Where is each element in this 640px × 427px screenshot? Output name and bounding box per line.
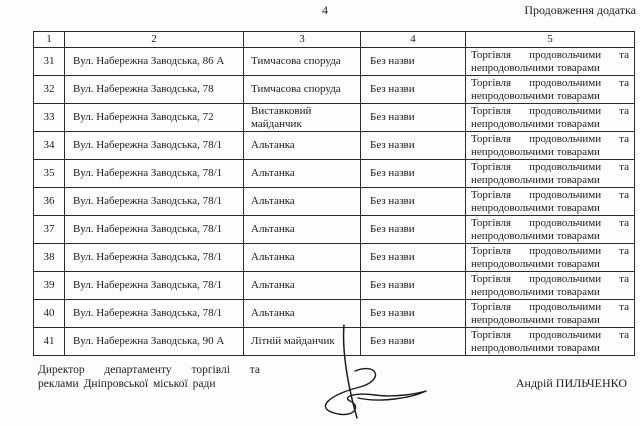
cell-address: Вул. Набережна Заводська, 78/1 bbox=[65, 188, 244, 216]
cell-purpose: Торгівля продовольчими та непродовольчими товарами bbox=[466, 328, 635, 356]
cell-purpose: Торгівля продовольчими та непродовольчими товарами bbox=[466, 104, 635, 132]
cell-row-number: 34 bbox=[34, 132, 65, 160]
cell-row-number: 33 bbox=[34, 104, 65, 132]
cell-object-type: Альтанка bbox=[244, 272, 361, 300]
cell-purpose: Торгівля продовольчими та непродовольчими товарами bbox=[466, 48, 635, 76]
cell-object-type: Альтанка bbox=[244, 300, 361, 328]
cell-object-type: Альтанка bbox=[244, 216, 361, 244]
cell-address: Вул. Набережна Заводська, 78 bbox=[65, 76, 244, 104]
table-row bbox=[34, 188, 635, 216]
cell-object-type: Тимчасова споруда bbox=[244, 76, 361, 104]
column-header-4: 4 bbox=[361, 32, 466, 48]
cell-object-type: Альтанка bbox=[244, 132, 361, 160]
cell-row-number: 41 bbox=[34, 328, 65, 356]
table-row bbox=[34, 300, 635, 328]
cell-purpose: Торгівля продовольчими та непродовольчими товарами bbox=[466, 244, 635, 272]
appendix-continuation-label: Продовження додатка bbox=[524, 3, 636, 17]
table-row bbox=[34, 104, 635, 132]
table-row bbox=[34, 132, 635, 160]
cell-object-type: Альтанка bbox=[244, 244, 361, 272]
cell-purpose: Торгівля продовольчими та непродовольчими товарами bbox=[466, 216, 635, 244]
cell-purpose: Торгівля продовольчими та непродовольчими товарами bbox=[466, 76, 635, 104]
cell-object-name: Без назви bbox=[361, 188, 466, 216]
cell-object-name: Без назви bbox=[361, 104, 466, 132]
cell-object-name: Без назви bbox=[361, 160, 466, 188]
cell-address: Вул. Набережна Заводська, 78/1 bbox=[65, 244, 244, 272]
cell-address: Вул. Набережна Заводська, 78/1 bbox=[65, 272, 244, 300]
cell-object-name: Без назви bbox=[361, 132, 466, 160]
cell-address: Вул. Набережна Заводська, 78/1 bbox=[65, 132, 244, 160]
cell-address: Вул. Набережна Заводська, 86 А bbox=[65, 48, 244, 76]
table-row bbox=[34, 160, 635, 188]
column-header-5: 5 bbox=[466, 32, 635, 48]
cell-row-number: 36 bbox=[34, 188, 65, 216]
cell-row-number: 40 bbox=[34, 300, 65, 328]
page-number: 4 bbox=[322, 3, 328, 17]
cell-object-type: Альтанка bbox=[244, 188, 361, 216]
signatory-name: Андрій ПИЛЬЧЕНКО bbox=[515, 376, 627, 390]
cell-address: Вул. Набережна Заводська, 72 bbox=[65, 104, 244, 132]
cell-purpose: Торгівля продовольчими та непродовольчими товарами bbox=[466, 160, 635, 188]
cell-object-name: Без назви bbox=[361, 272, 466, 300]
kiosks-table bbox=[33, 31, 635, 356]
cell-purpose: Торгівля продовольчими та непродовольчими товарами bbox=[466, 300, 635, 328]
cell-row-number: 37 bbox=[34, 216, 65, 244]
cell-address: Вул. Набережна Заводська, 90 А bbox=[65, 328, 244, 356]
cell-object-name: Без назви bbox=[361, 300, 466, 328]
signatory-title: Директор департаменту торгівлі та реклами Дніпровської міської ради bbox=[38, 364, 260, 390]
cell-object-name: Без назви bbox=[361, 244, 466, 272]
table-row bbox=[34, 272, 635, 300]
cell-row-number: 32 bbox=[34, 76, 65, 104]
table-row bbox=[34, 328, 635, 356]
cell-object-type: Альтанка bbox=[244, 160, 361, 188]
cell-row-number: 35 bbox=[34, 160, 65, 188]
cell-address: Вул. Набережна Заводська, 78/1 bbox=[65, 216, 244, 244]
cell-object-type: Літній майданчик bbox=[244, 328, 361, 356]
cell-row-number: 38 bbox=[34, 244, 65, 272]
table-row bbox=[34, 216, 635, 244]
cell-purpose: Торгівля продовольчими та непродовольчими товарами bbox=[466, 272, 635, 300]
cell-object-name: Без назви bbox=[361, 216, 466, 244]
cell-object-name: Без назви bbox=[361, 76, 466, 104]
cell-address: Вул. Набережна Заводська, 78/1 bbox=[65, 300, 244, 328]
cell-object-type: Тимчасова споруда bbox=[244, 48, 361, 76]
table-header bbox=[34, 32, 635, 48]
cell-purpose: Торгівля продовольчими та непродовольчими товарами bbox=[466, 132, 635, 160]
column-number-row bbox=[34, 32, 635, 48]
cell-row-number: 31 bbox=[34, 48, 65, 76]
table-row bbox=[34, 48, 635, 76]
table-row bbox=[34, 76, 635, 104]
column-header-2: 2 bbox=[65, 32, 244, 48]
cell-object-name: Без назви bbox=[361, 48, 466, 76]
cell-row-number: 39 bbox=[34, 272, 65, 300]
cell-object-type: Виставковий майданчик bbox=[244, 104, 361, 132]
cell-address: Вул. Набережна Заводська, 78/1 bbox=[65, 160, 244, 188]
column-header-3: 3 bbox=[244, 32, 361, 48]
cell-purpose: Торгівля продовольчими та непродовольчими товарами bbox=[466, 188, 635, 216]
table-body bbox=[34, 48, 635, 356]
cell-object-name: Без назви bbox=[361, 328, 466, 356]
column-header-1: 1 bbox=[34, 32, 65, 48]
table-row bbox=[34, 244, 635, 272]
